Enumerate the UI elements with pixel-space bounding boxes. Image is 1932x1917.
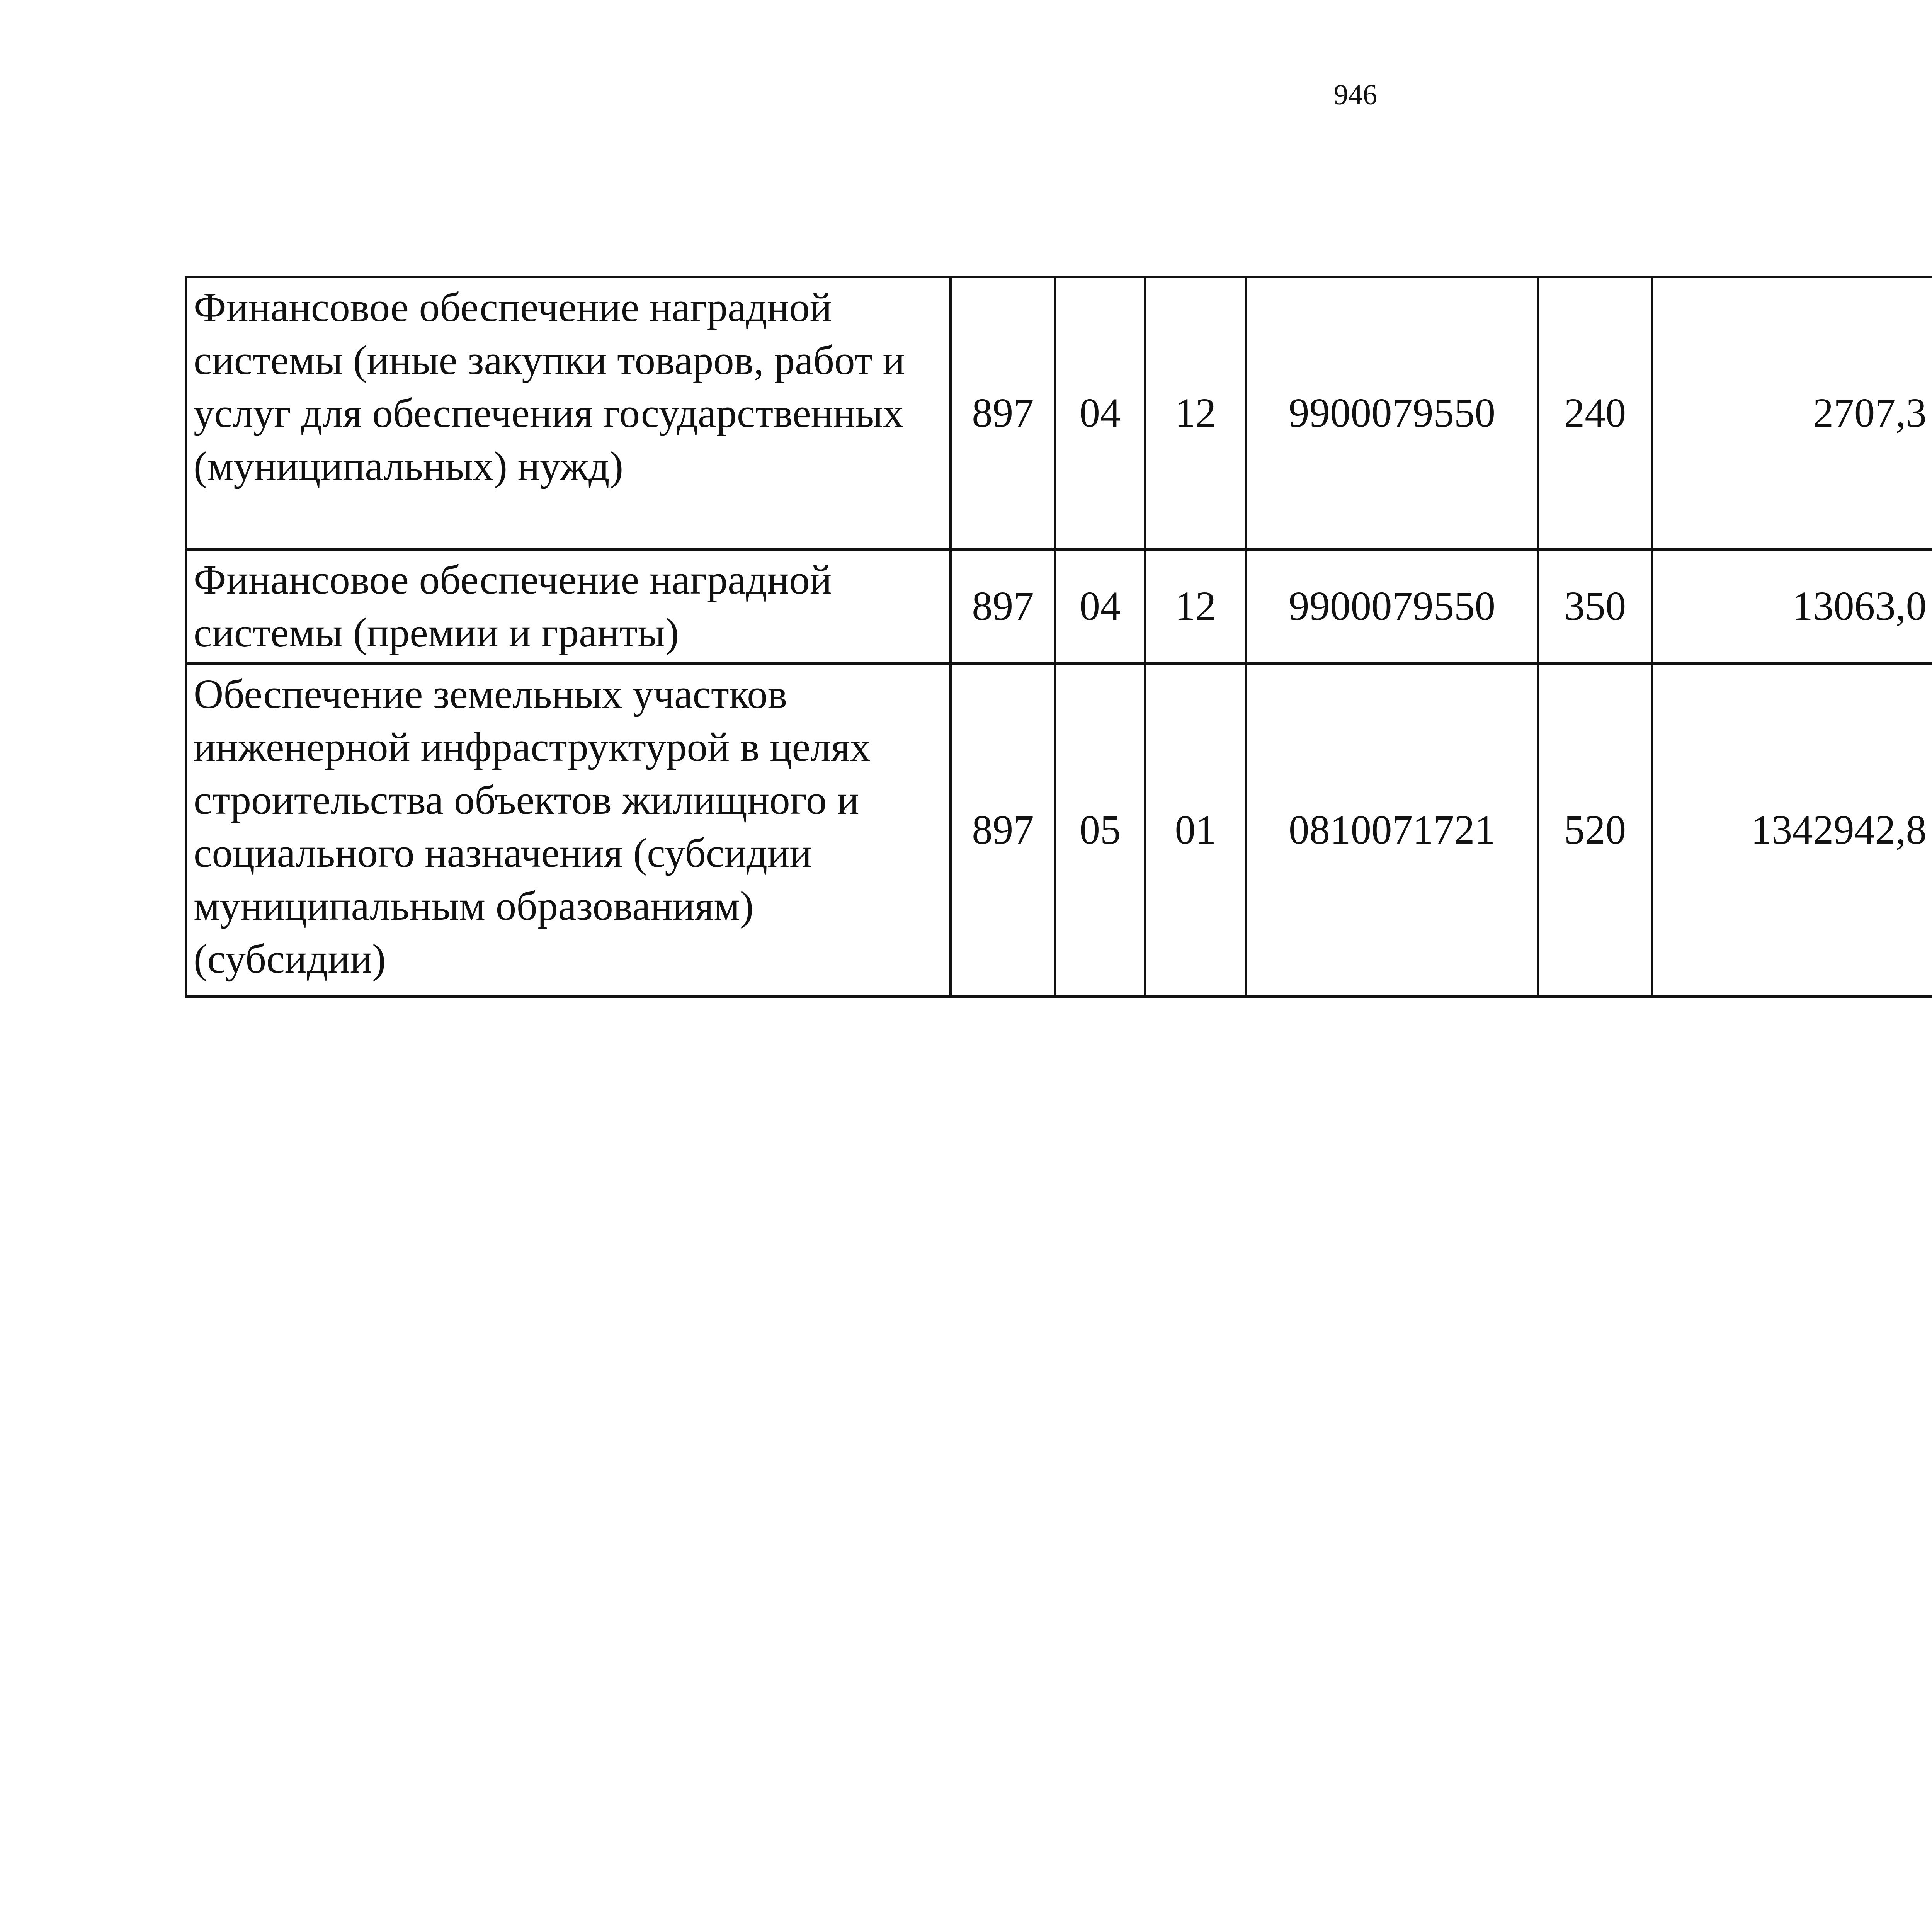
target-article-code: 9900079550: [1246, 549, 1538, 664]
ministry-code: 897: [951, 277, 1055, 549]
ministry-code: 897: [951, 664, 1055, 997]
subsection-code: 12: [1145, 549, 1246, 664]
table-row: [186, 549, 1932, 664]
amount-1: 1342942,8: [1652, 664, 1932, 997]
expense-type-code: 240: [1538, 277, 1652, 549]
section-code: 04: [1055, 549, 1145, 664]
table-row: [186, 277, 1932, 549]
row-description: Финансовое обеспечение наградной системы (иные закупки товаров, работ и услуг для обеспечения государственных (муниципальных) нужд): [186, 277, 951, 549]
budget-table: [185, 276, 1932, 998]
row-description: Обеспечение земельных участков инженерной инфраструктурой в целях строительства объектов жилищного и социального назначения (субсидии муниципальным образованиям) (субсидии): [186, 664, 951, 997]
subsection-code: 01: [1145, 664, 1246, 997]
target-article-code: 9900079550: [1246, 277, 1538, 549]
section-code: 05: [1055, 664, 1145, 997]
page-number: 946: [1333, 79, 1378, 111]
section-code: 04: [1055, 277, 1145, 549]
table-row: [186, 664, 1932, 997]
row-description: Финансовое обеспечение наградной системы (премии и гранты): [186, 549, 951, 664]
amount-1: 13063,0: [1652, 549, 1932, 664]
subsection-code: 12: [1145, 277, 1246, 549]
expense-type-code: 350: [1538, 549, 1652, 664]
target-article-code: 0810071721: [1246, 664, 1538, 997]
ministry-code: 897: [951, 549, 1055, 664]
expense-type-code: 520: [1538, 664, 1652, 997]
amount-1: 2707,3: [1652, 277, 1932, 549]
